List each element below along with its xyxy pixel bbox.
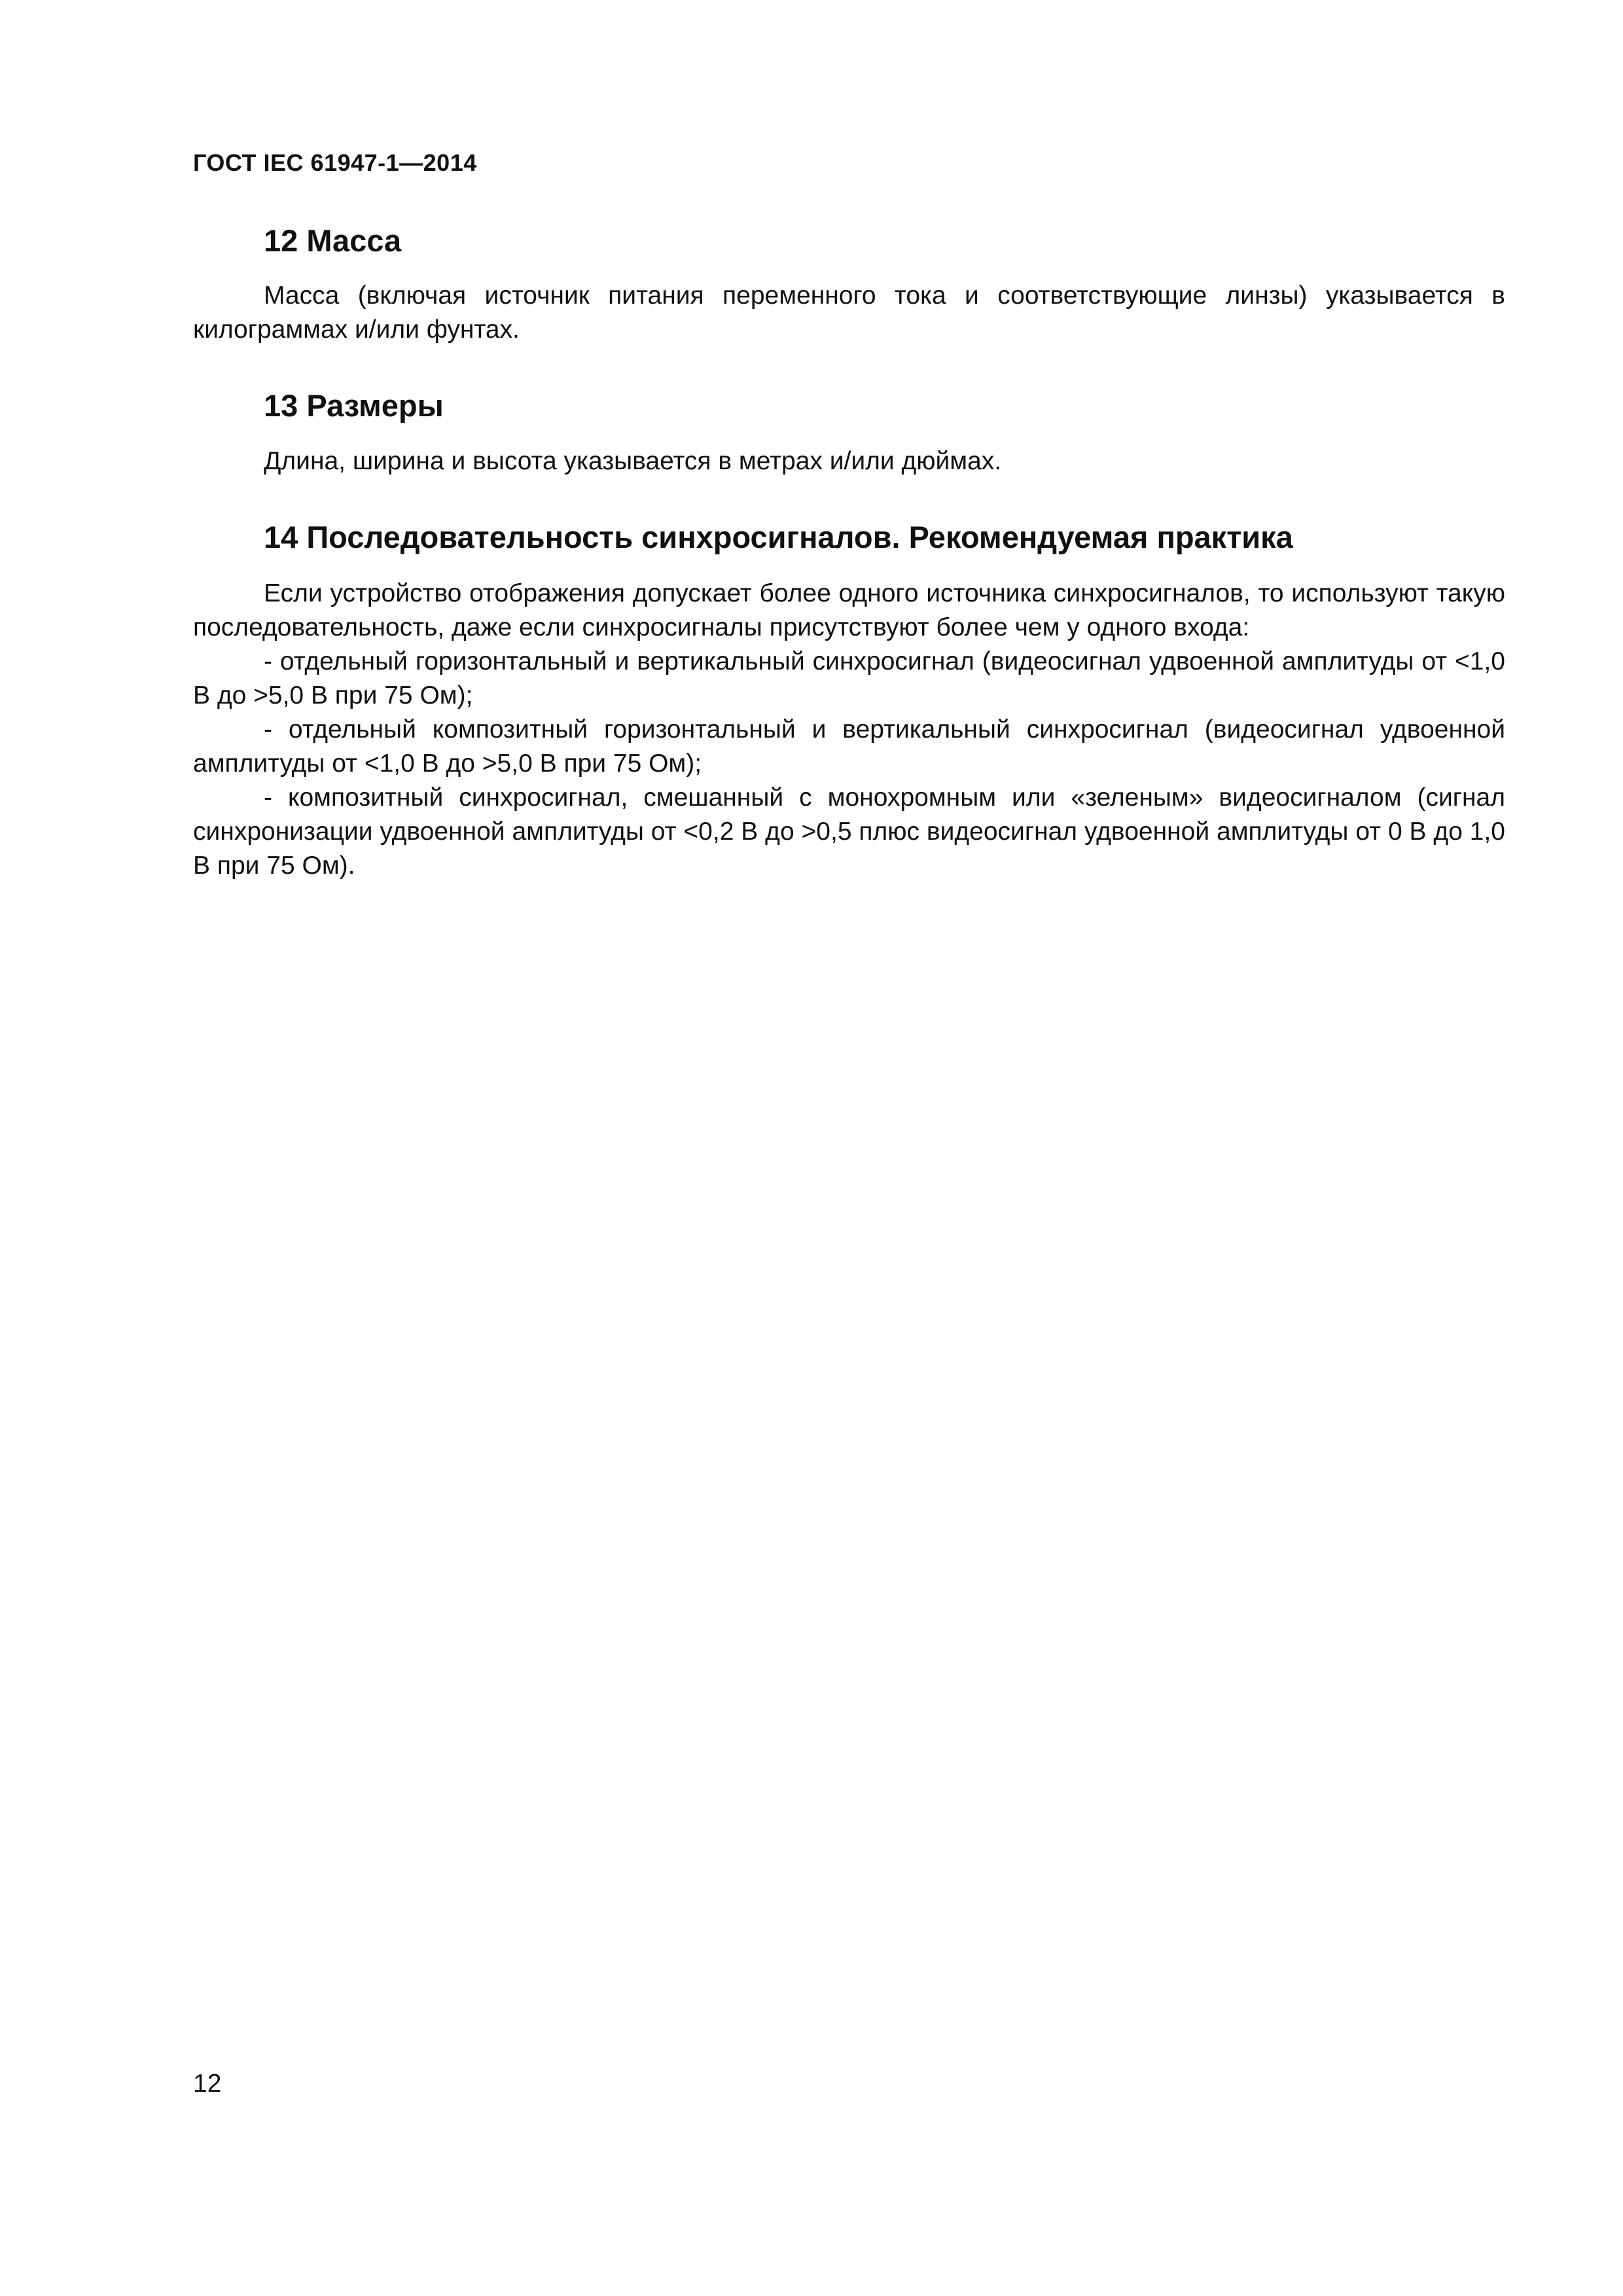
list-item: - отдельный композитный горизонтальный и вертикальный синхросигнал (видеосигнал удвоенной амплитуды от <1,0 В до >5,0 В при 75 Ом); <box>193 715 1505 778</box>
document-code-header: ГОСТ IEC 61947-1—2014 <box>193 149 477 176</box>
list-item: - композитный синхросигнал, смешанный с монохромным или «зеленым» видеосигналом (сигнал синхронизации удвоенной амплитуды от <0,2 В до >0,5 плюс видеосигнал удвоенной амплитуды от 0 В до 1,0 В при 75 Ом). <box>193 783 1505 880</box>
section-paragraph: Длина, ширина и высота указывается в метрах и/или дюймах. <box>264 446 1002 475</box>
section-title: 13 Размеры <box>264 388 444 423</box>
section-paragraph: Если устройство отображения допускает более одного источника синхросигналов, то используют такую последовательность, даже если синхросигналы присутствуют более чем у одного входа: <box>193 579 1505 642</box>
section-12-mass <box>193 223 1505 347</box>
document-body <box>193 216 1505 883</box>
section-title: 14 Последовательность синхросигналов. Рекомендуемая практика <box>264 519 1293 554</box>
list-item: - отдельный горизонтальный и вертикальный синхросигнал (видеосигнал удвоенной амплитуды от <1,0 В до >5,0 В при 75 Ом); <box>193 647 1505 710</box>
page-number: 12 <box>193 2070 222 2098</box>
section-13-dimensions <box>193 387 1505 478</box>
section-14-sync-sequence <box>193 519 1505 883</box>
section-title: 12 Масса <box>264 223 402 258</box>
section-paragraph: Масса (включая источник питания переменного тока и соответствующие линзы) указывается в килограммах и/или фунтах. <box>193 281 1505 344</box>
